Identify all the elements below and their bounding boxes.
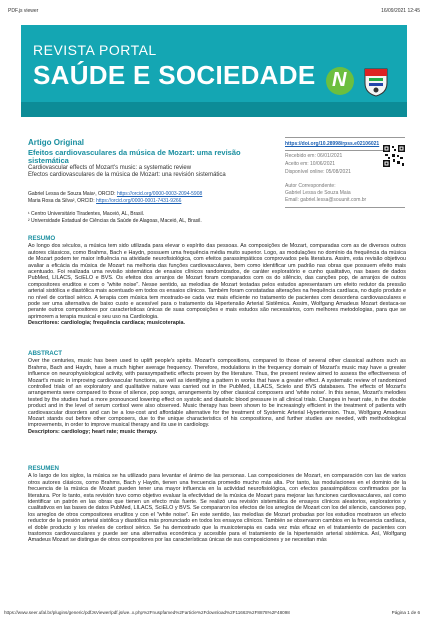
viewer-bar [0,0,428,22]
author-2: Maria Rosa da Silva², ORCID: https://orcid.org/0000-0001-7431-9266 [28,198,182,204]
section-label: Artigo Original [28,138,84,147]
resumen-heading: RESUMEN [28,465,59,472]
resumo-descriptors: Descritores: cardiologia; frequência cardíaca; musicoterapia. [28,320,185,327]
corresponding-author [285,183,405,204]
corr-label: Autor Correspondente: [285,183,336,189]
resumo-text: Ao longo dos séculos, a música tem sido utilizada para elevar o espírito das pessoas. As composições de Mozart, comparadas com as de diversos outros autores clássicos, como Brahms, Bach e Haydn, possuem uma frequência média muito superior. Logo, as modulações no domínio da frequência da música de Mozart podem ter maior influência na atividade neurofisiológica, com efeitos parassimpáticos comprovados pela literatura. Assim, esta revisão objetivou avaliar a eficácia da música de Mozart na melhoria das funções cardiovasculares, bem como identificar um padrão nas obras que possuem efeito mais acentuado. Foi realizada uma revisão sistemática de ensaios clínicos randomizados, de caráter exploratório e cunho qualitativo, nas bases de dados PubMed, LILACS, SciELO e BVS. Os efeitos dos arranjos de Mozart foram comparados com os do silêncio, das canções pop, de arranjos de outros compositores eruditos e com o "white noise". Nesse sentido, as melodias de Mozart testadas pelos estudos apresentaram um efeito redutor da pressão arterial sistólica e diastólica mais acentuado em todos os ensaios clínicos. Também foram constatadas alterações na frequência cardíaca, no duplo produto e no nível de cortisol sérico. A terapia com música tem mostrado-se cada vez mais eficiente no tratamento de pacientes com desordens cardiovasculares e pode ser uma alternativa de baixo custo e acessível para o tratamento da Hipertensão Arterial Sistêmica. Assim, Wolfgang Amadeus Mozart destaca-se perante outros compositores por características únicas de suas composições e mais estudos são necessários, com melhores metodologias, para que se aprimorem a terapia musical e seu uso na Cardiologia. [28,243,406,320]
corr-name: Gabriel Lessa de Souza Maia [285,190,351,196]
banner-bar [21,102,407,117]
title-pt: Efeitos cardiovasculares da música de Mozart: uma revisão sistemática [28,148,241,165]
viewer-title: PDF.js viewer [8,8,39,14]
page-url: https://www.seer.ufal.br/plugins/generic/pdfJsViewer/pdf.js/we..x.php%2Fnuspfamed%2Farticle%2Fdownload%2F11663%2F8878%2F48098 [4,610,290,615]
abstract-descriptors: Descriptors: cardiology; heart rate; music therapy. [28,428,158,435]
online-date: Disponível online: 05/08/2021 [285,169,351,175]
resumo-heading: RESUMO [28,235,56,242]
corr-email: Email: gabriel.lessa@souunit.com.br [285,197,367,203]
university-seal-icon [363,67,389,97]
qr-code-icon [383,145,405,167]
journal-name-line2: SAÚDE E SOCIEDADE [33,60,316,90]
journal-logo [326,67,354,95]
article-header [28,138,278,225]
abstract-text: Over the centuries, music has been used to uplift people's spirits. Mozart's compositions, compared to those of several other classical authors such as Brahms, Bach and Haydn, have a much higher average frequency. Therefore, modulations in the frequency domain of Mozart's music may have a greater influence on neurophysiological activity, with parasympathetic effects proven by the literature. Thus, the present review aimed to assess the effectiveness of Mozart's music in improving cardiovascular functions, as well as identifying a pattern in works that have a greater effect. A systematic review of randomized controlled trials of an exploratory and qualitative nature was carried out in the PubMed, LILACS, Scielo and BVS databases. The effects of Mozart's arrangements were compared to those of silence, pop songs, arrangements by other classical composers and 'white noise'. In this sense, Mozart's melodies tested by the studies had a more pronounced lowering effect on systolic and diastolic blood pressure in all clinical trials. Changes in heart rate, in the double product and in the level of serum cortisol were also observed. Music therapy has been shown to be increasingly efficient in the treatment of patients with cardiovascular disorders and can be a low-cost and affordable alternative for the treatment of Systemic Arterial Hypertension. Thus, Wolfgang Amadeus Mozart stands out before other composers, due to the unique characteristics of his compositions, and further studies are needed, with methodological improvements, in order to improve musical therapy and its use in cardiology. [28,358,406,429]
accepted-date: Aceito em: 10/06/2021 [285,161,336,167]
title-en: Cardiovascular effects of Mozart's music: a systematic review [28,165,192,171]
resumen-text: A lo largo de los siglos, la música se ha utilizado para levantar el ánimo de las personas. Las composiciones de Mozart, en comparación con las de varios otros autores clásicos, como Brahms, Bach y Haydn, tienen una frecuencia promedio mucho más alta. Por tanto, las modulaciones en el dominio de la frecuencia de la música de Mozart pueden tener una mayor influencia en la actividad neurofisiológica, con efectos parasimpáticos confirmados por la literatura. Por lo tanto, esta revisión tuvo como objetivo evaluar la efectividad de la música de Mozart para mejorar las funciones cardiovasculares, así como identificar un patrón en las obras que tienen un efecto más fuerte. Se realizó una revisión sistemática de ensayos clínicos aleatorios, exploratorios y cualitativos en las bases de datos PubMed, LILACS, SciELO y BVS. Se compararon los efectos de los arreglos de Mozart con los del silencio, canciones pop, los arreglos de otros compositores eruditos y con el "white noise". En este sentido, las melodías de Mozart probadas por los estudios mostraron un efecto reductor de la presión arterial sistólica y diastólica más pronunciado en todos los ensayos clínicos. También se observaron cambios en la frecuencia cardíaca, el doble producto y los niveles de cortisol sérico. Se ha demostrado que la musicoterapia es cada vez más eficaz en el tratamiento de pacientes con trastornos cardiovasculares y puede ser una alternativa económica y accesible para el tratamiento de la hipertensión arterial sistémica. Así, Wolfgang Amadeus Mozart se distingue de otros compositores por las características únicas de sus composiciones y se necesitan más [28,473,406,544]
resumo-section [28,236,406,327]
journal-logo-letter: N [332,69,347,91]
journal-banner [21,25,407,117]
affiliation-2: ² Universidade Estadual de Ciências da Saúde de Alagoas, Maceió, AL, Brasil. [28,218,202,224]
doi-link[interactable]: https://doi.org/10.28998/rpss.e02106021 [285,141,405,151]
viewer-datetime: 16/09/2021 12:45 [381,8,420,14]
viewer-footer [4,610,424,615]
affiliation-1: ¹ Centro Universitário Tiradentes, Maceió, AL, Brasil. [28,211,145,217]
orcid-link-1[interactable]: https://orcid.org/0000-0003-2094-5908 [116,191,203,197]
abstract-heading: ABSTRACT [28,350,63,357]
resumen-section [28,466,406,544]
abstract-section [28,351,406,435]
received-date: Recebido em: 06/01/2021 [285,153,343,159]
title-es: Efectos cardiovasculares de la música de Mozart: una revisión sistemática [28,172,226,178]
author-1: Gabriel Lessa de Souza Maia¹, ORCID: https://orcid.org/0000-0003-2094-5908 [28,191,203,197]
journal-name-line1: REVISTA PORTAL [33,42,157,58]
page-indicator: Página 1 de 6 [391,610,420,615]
orcid-link-2[interactable]: https://orcid.org/0000-0001-7431-9266 [96,198,182,204]
